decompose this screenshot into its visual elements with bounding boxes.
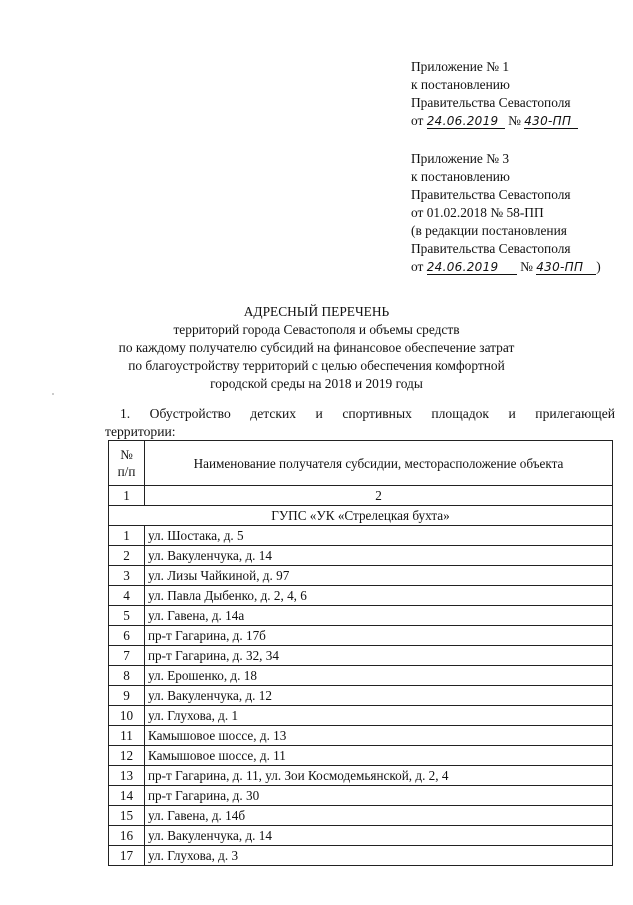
address-table — [108, 440, 613, 866]
title-line-2: по каждому получателю субсидий на финансовое обеспечение затрат — [118, 340, 515, 355]
annex-1-date-line — [411, 112, 578, 130]
row-number: 5 — [109, 606, 145, 626]
row-address: ул. Вакуленчука, д. 14 — [145, 546, 613, 566]
table-row — [109, 666, 613, 686]
annex-3-title: Приложение № 3 — [411, 151, 510, 166]
row-address: Камышовое шоссе, д. 13 — [145, 726, 613, 746]
table-row — [109, 806, 613, 826]
row-number: 1 — [109, 526, 145, 546]
table-row — [109, 566, 613, 586]
row-address: ул. Шостака, д. 5 — [145, 526, 613, 546]
annex-3-close-paren: ) — [596, 259, 601, 274]
annex-3-number: 430-ПП — [536, 260, 596, 275]
row-number: 6 — [109, 626, 145, 646]
row-number: 17 — [109, 846, 145, 866]
annex-1-date-prefix: от — [411, 113, 424, 128]
colnum-1: 1 — [109, 486, 145, 506]
row-number: 11 — [109, 726, 145, 746]
row-number: 12 — [109, 746, 145, 766]
row-address: ул. Лизы Чайкиной, д. 97 — [145, 566, 613, 586]
group-row — [109, 506, 613, 526]
row-address: ул. Ерошенко, д. 18 — [145, 666, 613, 686]
row-address: ул. Глухова, д. 3 — [145, 846, 613, 866]
table-row — [109, 766, 613, 786]
table-row — [109, 826, 613, 846]
scan-speck — [52, 393, 54, 395]
row-number: 15 — [109, 806, 145, 826]
row-address: ул. Вакуленчука, д. 14 — [145, 826, 613, 846]
header-name: Наименование получателя субсидии, месторасположение объекта — [145, 441, 613, 486]
title-line-3: по благоустройству территорий с целью обеспечения комфортной — [128, 358, 505, 373]
row-number: 2 — [109, 546, 145, 566]
annex-3-line2: к постановлению — [411, 169, 510, 184]
row-address: ул. Гавена, д. 14б — [145, 806, 613, 826]
row-number: 3 — [109, 566, 145, 586]
annex-1-block — [411, 58, 578, 130]
table-row — [109, 846, 613, 866]
table-row — [109, 546, 613, 566]
row-address: ул. Павла Дыбенко, д. 2, 4, 6 — [145, 586, 613, 606]
row-address: Камышовое шоссе, д. 11 — [145, 746, 613, 766]
row-number: 16 — [109, 826, 145, 846]
table-row — [109, 586, 613, 606]
annex-3-block — [411, 150, 601, 276]
row-number: 10 — [109, 706, 145, 726]
table-row — [109, 786, 613, 806]
header-number-line2: п/п — [117, 464, 136, 479]
table-row — [109, 686, 613, 706]
row-number: 4 — [109, 586, 145, 606]
table-row — [109, 746, 613, 766]
annex-3-line6: Правительства Севастополя — [411, 241, 571, 256]
row-address: ул. Глухова, д. 1 — [145, 706, 613, 726]
row-number: 9 — [109, 686, 145, 706]
row-number: 14 — [109, 786, 145, 806]
table-row — [109, 646, 613, 666]
colnum-2: 2 — [145, 486, 613, 506]
annex-3-date-prefix: от — [411, 259, 424, 274]
table-row — [109, 726, 613, 746]
header-number — [109, 441, 145, 486]
document-title-block — [0, 303, 633, 393]
section-heading-cont: территории: — [105, 424, 176, 439]
annex-1-no-label: № — [508, 113, 521, 128]
table-colnum-row — [109, 486, 613, 506]
title-line-1: территорий города Севастополя и объемы средств — [173, 322, 460, 337]
annex-3-date-line — [411, 258, 601, 276]
annex-3-line4: от 01.02.2018 № 58-ПП — [411, 205, 544, 220]
table-header-row — [109, 441, 613, 486]
annex-1-line2: к постановлению — [411, 77, 510, 92]
row-number: 8 — [109, 666, 145, 686]
table-row — [109, 626, 613, 646]
annex-1-number: 430-ПП — [524, 114, 578, 129]
row-address: пр-т Гагарина, д. 30 — [145, 786, 613, 806]
title-line-4: городской среды на 2018 и 2019 годы — [210, 376, 423, 391]
group-name: ГУПС «УК «Стрелецкая бухта» — [109, 506, 613, 526]
annex-3-line5: (в редакции постановления — [411, 223, 567, 238]
table-row — [109, 606, 613, 626]
row-address: пр-т Гагарина, д. 11, ул. Зои Космодемьянской, д. 2, 4 — [145, 766, 613, 786]
annex-3-line3: Правительства Севастополя — [411, 187, 571, 202]
document-heading: АДРЕСНЫЙ ПЕРЕЧЕНЬ — [243, 304, 390, 319]
row-number: 7 — [109, 646, 145, 666]
annex-3-date: 24.06.2019 — [427, 260, 517, 275]
annex-1-line3: Правительства Севастополя — [411, 95, 571, 110]
row-address: пр-т Гагарина, д. 32, 34 — [145, 646, 613, 666]
row-address: ул. Вакуленчука, д. 12 — [145, 686, 613, 706]
annex-1-title: Приложение № 1 — [411, 59, 510, 74]
row-number: 13 — [109, 766, 145, 786]
annex-3-no-label: № — [520, 259, 533, 274]
row-address: пр-т Гагарина, д. 17б — [145, 626, 613, 646]
row-address: ул. Гавена, д. 14а — [145, 606, 613, 626]
table-row — [109, 706, 613, 726]
table-row — [109, 526, 613, 546]
section-heading: 1. Обустройство детских и спортивных площадок и прилегающей — [120, 406, 615, 421]
header-number-line1: № — [120, 447, 133, 462]
annex-1-date: 24.06.2019 — [427, 114, 505, 129]
